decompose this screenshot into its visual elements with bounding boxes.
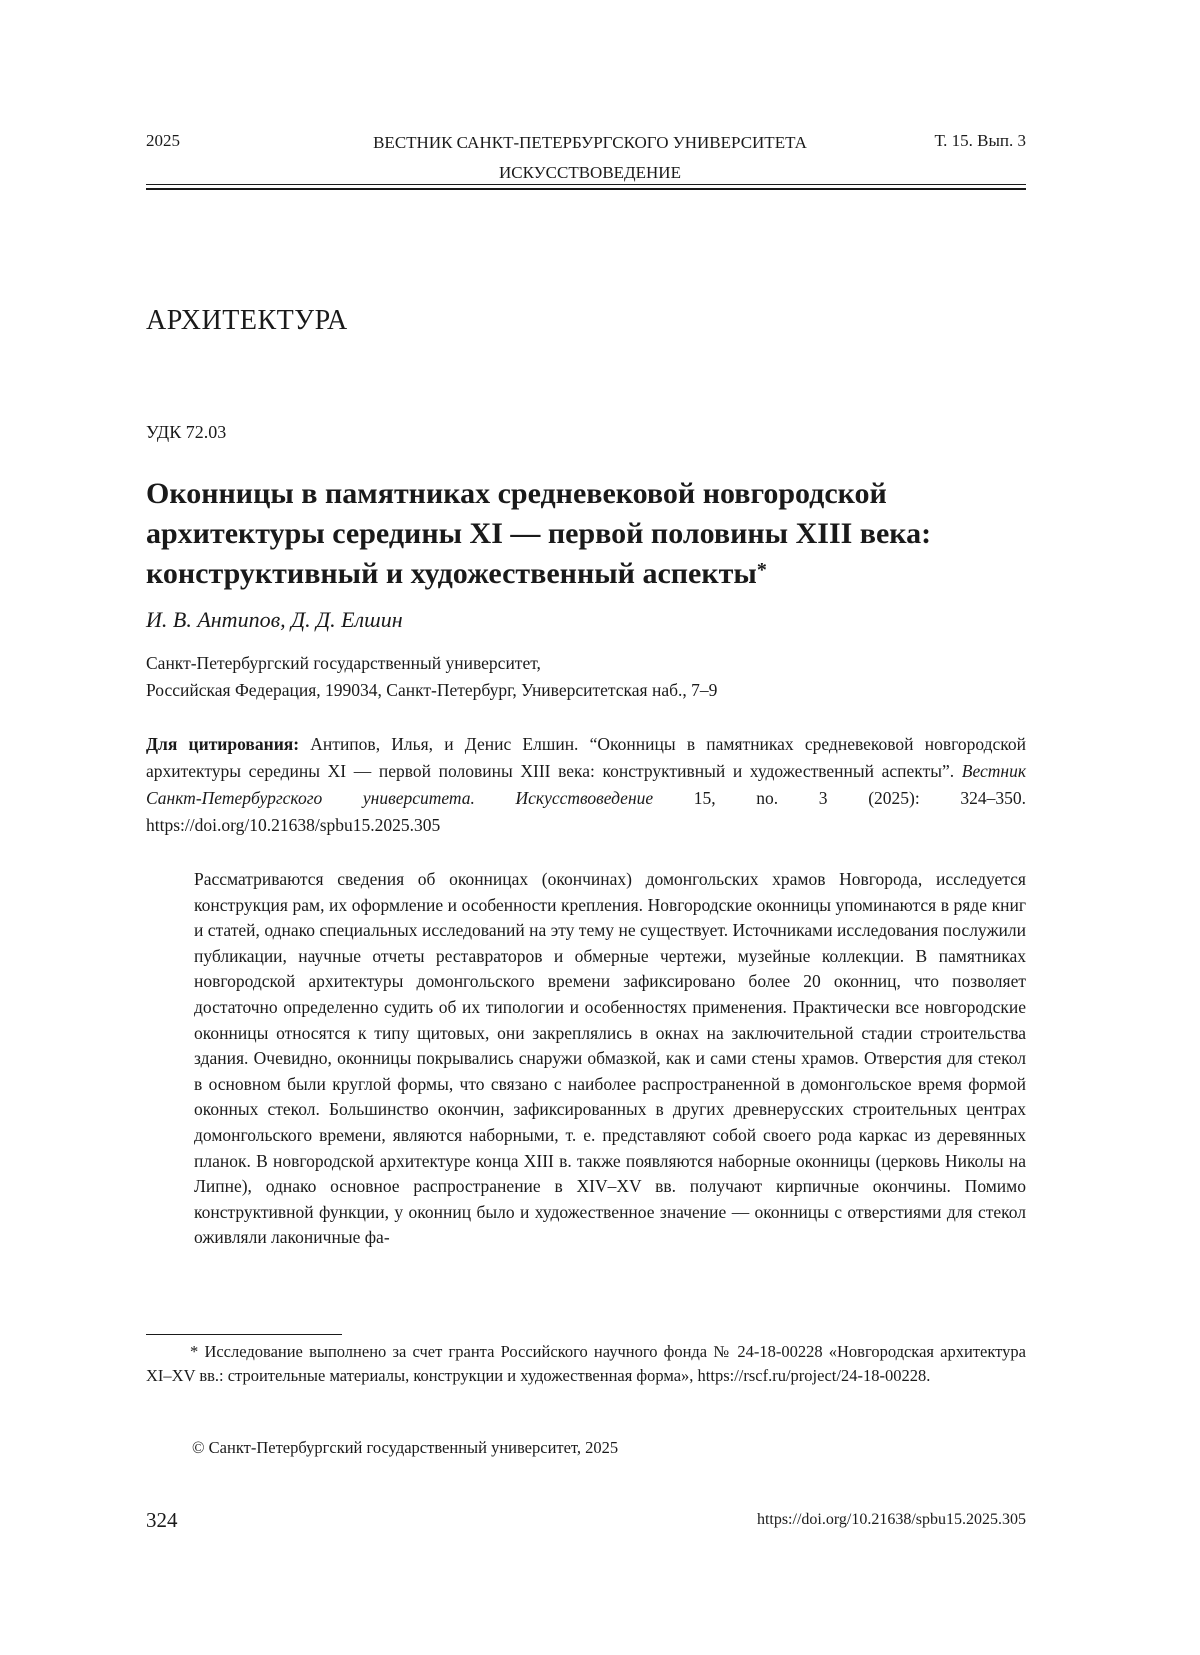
header-journal-line2: ИСКУССТВОВЕДЕНИЕ bbox=[499, 163, 681, 182]
article-title bbox=[146, 474, 1036, 594]
affiliation-line1: Санкт-Петербургский государственный университет, bbox=[146, 653, 541, 673]
header-rule-thick bbox=[146, 188, 1026, 190]
header-volume: Т. 15. Вып. 3 bbox=[934, 131, 1026, 150]
article-title-text: Оконницы в памятниках средневековой новгородской архитектуры середины XI — первой половины XIII века: конструктивный и художественный аспекты bbox=[146, 477, 932, 590]
citation-journal: Вестник Санкт-Петербургского университета. Искусствоведение bbox=[146, 761, 1026, 808]
header-journal-line1: ВЕСТНИК САНКТ-ПЕТЕРБУРГСКОГО УНИВЕРСИТЕТА bbox=[373, 133, 807, 152]
page-number: 324 bbox=[146, 1508, 178, 1532]
abstract: Рассматриваются сведения об оконницах (окончинах) домонгольских храмов Новгорода, исследуется конструкция рам, их оформление и особенности крепления. Новгородские оконницы упоминаются в ряде книг и статей, однако специальных исследований на эту тему не существует. Источниками исследования послужили публикации, научные отчеты реставраторов и обмерные чертежи, музейные коллекции. В памятниках новгородской архитектуры домонгольского времени зафиксировано более 20 оконниц, что позволяет достаточно определенно судить об их типологии и особенностях применения. Практически все новгородские оконницы относятся к типу щитовых, они закреплялись в окнах на заключительной стадии строительства здания. Очевидно, оконницы покрывались снаружи обмазкой, как и сами стены храмов. Отверстия для стекол в основном были круглой формы, что связано с наиболее распространенной в домонгольское время формой оконных стекол. Большинство окончин, зафиксированных в других древнерусских строительных центрах домонгольского времени, являются наборными, т. е. представляют собой своего рода каркас из деревянных планок. В новгородской архитектуре конца XIII в. также появляются наборные оконницы (церковь Николы на Липне), однако основное распространение в XIV–XV вв. получают кирпичные окончины. Помимо конструктивной функции, у оконниц было и художественное значение — оконницы с отверстиями для стекол оживляли лаконичные фа- bbox=[194, 869, 1026, 1248]
citation-block bbox=[146, 731, 1026, 839]
authors: И. В. Антипов, Д. Д. Елшин bbox=[146, 607, 403, 632]
footnote: * Исследование выполнено за счет гранта Российского научного фонда № 24-18-00228 «Новгородская архитектура XI–XV вв.: строительные материалы, конструкции и художественная форма», https://rscf.ru/project/24-18-00228. bbox=[146, 1342, 1026, 1385]
affiliation bbox=[146, 650, 717, 704]
citation-text-2: 15, no. 3 (2025): 324–350. https://doi.org/10.21638/spbu15.2025.305 bbox=[146, 788, 1026, 835]
header-year: 2025 bbox=[146, 131, 180, 150]
header-journal-title bbox=[300, 128, 880, 188]
copyright: © Санкт-Петербургский государственный университет, 2025 bbox=[192, 1438, 619, 1457]
affiliation-line2: Российская Федерация, 199034, Санкт-Петербург, Университетская наб., 7–9 bbox=[146, 680, 718, 700]
title-footnote-mark[interactable]: * bbox=[756, 559, 767, 581]
header-rule-thin bbox=[146, 184, 1026, 185]
citation-label: Для цитирования: bbox=[146, 734, 300, 754]
udk-code: УДК 72.03 bbox=[146, 422, 227, 442]
section-heading: АРХИТЕКТУРА bbox=[146, 305, 348, 336]
citation-text-1: Антипов, Илья, и Денис Елшин. “Оконницы в памятниках средневековой новгородской архитектуры середины XI — первой половины XIII века: конструктивный и художественный аспекты”. bbox=[146, 734, 1026, 781]
footer-doi-link[interactable]: https://doi.org/10.21638/spbu15.2025.305 bbox=[756, 1511, 1026, 1528]
footnote-rule bbox=[146, 1334, 342, 1335]
